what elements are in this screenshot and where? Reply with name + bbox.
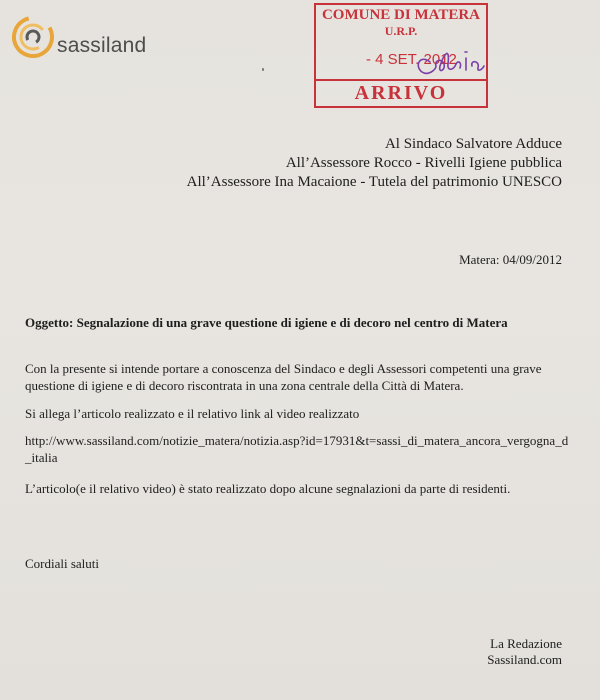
recipients-block [187, 135, 562, 192]
signature-line-2: Sassiland.com [487, 652, 562, 667]
closing-greeting: Cordiali saluti [25, 556, 100, 571]
handwritten-copia-note [410, 40, 490, 80]
body-paragraph-context: L’articolo(e il relativo video) è stato realizzato dopo alcune segnalazioni da parte di residenti. [25, 481, 511, 496]
article-link: http://www.sassiland.com/notizie_matera/notizia.asp?id=17931&t=sassi_di_matera_ancora_vergogna_d_italia [25, 433, 569, 465]
stamp-date: - 4 SET. 2012 [366, 51, 457, 68]
letter-date: Matera: 04/09/2012 [459, 252, 562, 267]
stamp-status: ARRIVO [354, 82, 448, 104]
recipient-heritage-councillor: All’Assessore Ina Macaione - Tutela del patrimonio UNESCO [186, 174, 562, 190]
body-paragraph-intro: Con la presente si intende portare a conoscenza del Sindaco e degli Assessori competenti una grave questione di igiene e di decoro riscontrata in una zona centrale della Città di Matera. [25, 361, 542, 393]
recipient-mayor: Al Sindaco Salvatore Adduce [384, 136, 562, 152]
sassiland-swirl-icon [10, 12, 56, 58]
sassiland-logo [10, 12, 150, 60]
signature-line-1: La Redazione [490, 636, 562, 651]
logo-text: sassiland [57, 34, 147, 57]
signature-block [487, 636, 562, 668]
stamp-office: COMUNE DI MATERA [321, 7, 481, 23]
stamp-department: U.R.P. [384, 24, 418, 38]
letter-subject: Oggetto: Segnalazione di una grave questione di igiene e di decoro nel centro di Matera [25, 315, 508, 330]
paper-speck [262, 68, 264, 71]
body-paragraph-attachment: Si allega l’articolo realizzato e il relativo link al video realizzato [25, 406, 360, 421]
recipient-hygiene-councillor: All’Assessore Rocco - Rivelli Igiene pubblica [285, 155, 562, 171]
